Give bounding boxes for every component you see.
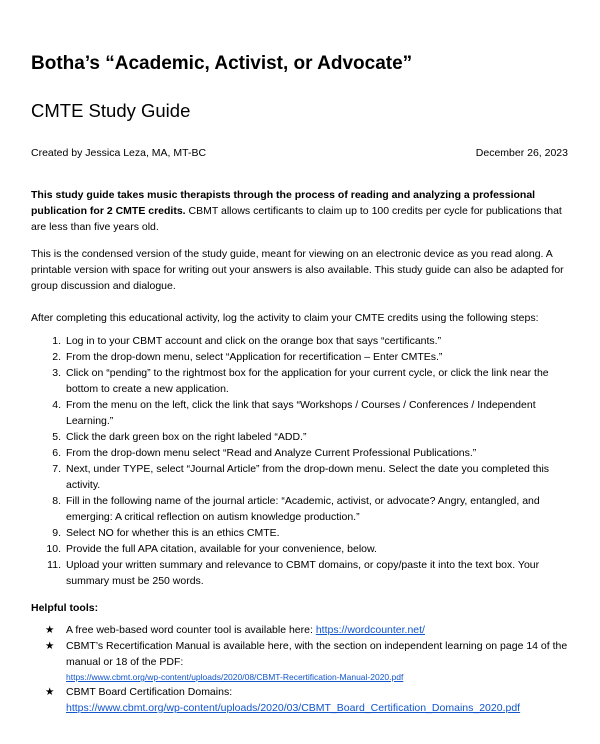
- intro-paragraph: [31, 187, 568, 235]
- document-title: Botha’s “Academic, Activist, or Advocate”: [31, 53, 413, 74]
- step-item: Click on “pending” to the rightmost box for the application for your current cycle, or click the link near the bottom to create a new application.: [66, 367, 549, 395]
- step-item: Log in to your CBMT account and click on the orange box that says “certificants.”: [66, 335, 442, 347]
- step-item: Select NO for whether this is an ethics CMTE.: [66, 527, 280, 539]
- certification-domains-link[interactable]: https://www.cbmt.org/wp-content/uploads/2020/03/CBMT_Board_Certification_Domains_2020.pdf: [66, 702, 521, 714]
- step-item: From the drop-down menu, select “Application for recertification – Enter CMTEs.”: [66, 351, 443, 363]
- step-item: Click the dark green box on the right labeled “ADD.”: [66, 431, 307, 443]
- step-item: Fill in the following name of the journal article: “Academic, activist, or advocate? Angry, entangled, and emerging: A critical reflection on autism knowledge production.”: [66, 495, 540, 523]
- author-byline: Created by Jessica Leza, MA, MT-BC: [31, 147, 207, 159]
- tool-text: CBMT Board Certification Domains:: [66, 686, 233, 698]
- byline-row: [31, 145, 568, 161]
- step-item: Provide the full APA citation, available for your convenience, below.: [66, 543, 377, 555]
- wordcounter-link[interactable]: https://wordcounter.net/: [315, 624, 425, 636]
- steps-list: [31, 333, 568, 589]
- recertification-manual-link[interactable]: https://www.cbmt.org/wp-content/uploads/2020/08/CBMT-Recertification-Manual-2020.pdf: [66, 672, 404, 682]
- step-item: From the drop-down menu select “Read and Analyze Current Professional Publications.”: [66, 447, 477, 459]
- tool-item-wordcounter: [31, 622, 568, 638]
- document-subtitle: CMTE Study Guide: [31, 100, 191, 121]
- version-paragraph: This is the condensed version of the study guide, meant for viewing on an electronic device as you read along. A printable version with space for writing out your answers is also available. This study guide can also be adapted for group discussion and dialogue.: [31, 248, 564, 292]
- document-date: December 26, 2023: [475, 147, 568, 159]
- intro-bold-lead: This study guide takes music therapists through the process of reading and analyzing a professional publication for 2 CMTE credits.: [31, 189, 536, 217]
- tool-item-recertification-manual: [31, 638, 568, 684]
- tool-text: A free web-based word counter tool is available here:: [66, 624, 313, 636]
- tool-text: CBMT’s Recertification Manual is available here, with the section on independent learning on page 14 of the manual or 18 of the PDF:: [66, 640, 568, 668]
- star-bullet-icon: ★: [45, 640, 55, 652]
- intro-rest: CBMT allows certificants to claim up to 100 credits per cycle for publications that are less than five years old.: [31, 205, 562, 233]
- step-item: Upload your written summary and relevance to CBMT domains, or copy/paste it into the text box. Your summary must be 250 words.: [66, 559, 540, 587]
- star-bullet-icon: ★: [45, 686, 55, 698]
- helpful-tools-heading: Helpful tools:: [31, 602, 99, 614]
- tool-item-certification-domains: [31, 684, 568, 716]
- steps-lead-paragraph: After completing this educational activity, log the activity to claim your CMTE credits using the following steps:: [31, 312, 539, 324]
- step-item: Next, under TYPE, select “Journal Article” from the drop-down menu. Select the date you completed this activity.: [66, 463, 550, 491]
- step-item: From the menu on the left, click the link that says “Workshops / Courses / Conferences / Independent Learning.”: [66, 399, 536, 427]
- star-bullet-icon: ★: [45, 624, 55, 636]
- helpful-tools-list: [31, 622, 568, 716]
